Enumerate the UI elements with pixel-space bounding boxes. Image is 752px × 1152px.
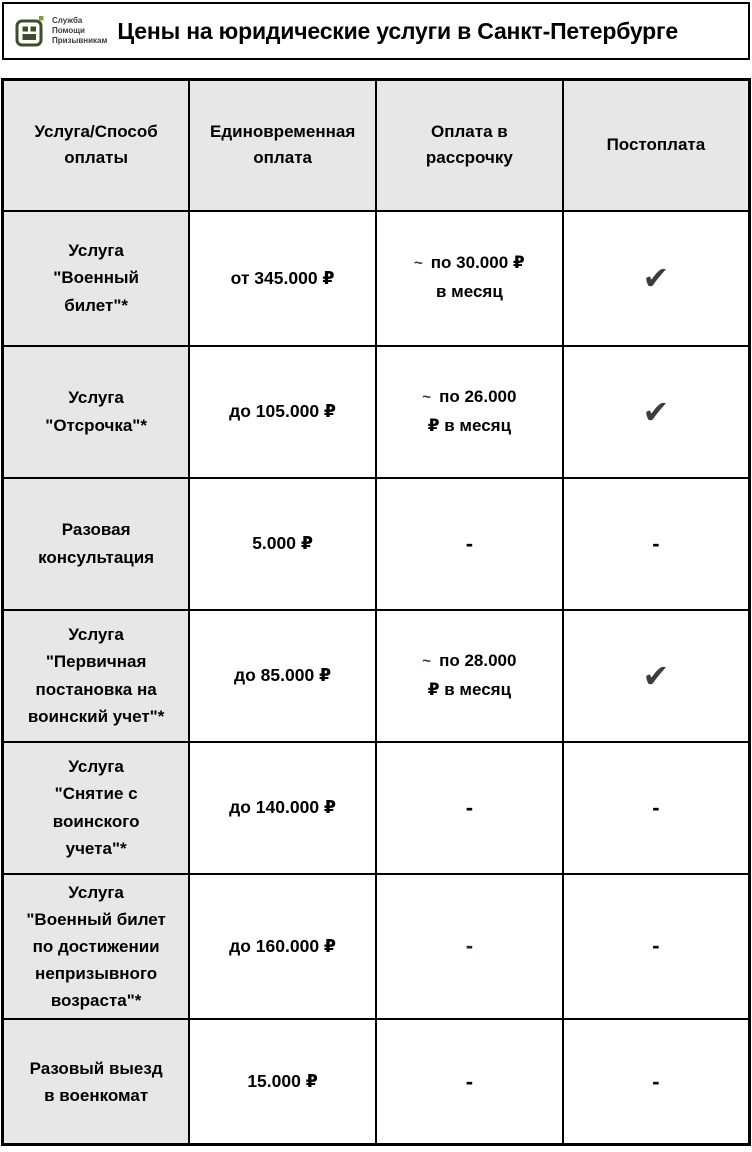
draft-help-service-logo-icon — [14, 14, 46, 48]
one-time-price-cell: 5.000 ₽ — [189, 478, 376, 610]
installment-cell — [376, 1019, 563, 1144]
no-option-dash: - — [652, 933, 660, 959]
installment-amount: по 26.000 — [439, 386, 517, 406]
service-name-cell: Услуга "Первичная постановка на воинский учет"* — [3, 610, 190, 742]
service-name-cell: Услуга "Военный билет"* — [3, 211, 190, 346]
service-name-cell: Разовая консультация — [3, 478, 190, 610]
one-time-price-cell: до 85.000 ₽ — [189, 610, 376, 742]
postpay-cell — [563, 1019, 750, 1144]
installment-period: ₽ в месяц — [427, 679, 512, 699]
postpay-cell — [563, 874, 750, 1020]
table-row — [3, 211, 750, 346]
postpay-cell — [563, 610, 750, 742]
table-row — [3, 1019, 750, 1144]
column-header-service: Услуга/Способ оплаты — [3, 80, 190, 211]
one-time-price-cell: до 160.000 ₽ — [189, 874, 376, 1020]
service-name-cell: Разовый выезд в военкомат — [3, 1019, 190, 1144]
no-option-dash: - — [465, 530, 474, 556]
table-header-row — [3, 80, 750, 211]
no-option-dash: - — [465, 794, 474, 820]
installment-cell — [376, 478, 563, 610]
approx-tilde: ~ — [422, 652, 432, 670]
table-row — [3, 478, 750, 610]
company-logo — [14, 14, 107, 48]
check-icon: ✔ — [642, 260, 670, 296]
prices-table — [1, 78, 751, 1146]
table-row — [3, 346, 750, 478]
logo-caption: Служба Помощи Призывникам — [52, 16, 108, 45]
installment-cell — [376, 742, 563, 874]
no-option-dash: - — [652, 794, 660, 820]
service-name-cell: Услуга "Военный билет по достижении непризывного возраста"* — [3, 874, 190, 1020]
installment-cell — [376, 346, 563, 478]
postpay-cell — [563, 211, 750, 346]
one-time-price-cell: 15.000 ₽ — [189, 1019, 376, 1144]
table-row — [3, 874, 750, 1020]
postpay-cell — [563, 742, 750, 874]
installment-cell — [376, 211, 563, 346]
page-title: Цены на юридические услуги в Санкт-Петербурге — [117, 17, 679, 44]
approx-tilde: ~ — [422, 388, 432, 406]
check-icon: ✔ — [642, 657, 670, 694]
no-option-dash: - — [465, 1068, 474, 1094]
service-name-cell: Услуга "Снятие с воинского учета"* — [3, 742, 190, 874]
check-icon: ✔ — [642, 393, 670, 430]
installment-period: ₽ в месяц — [427, 415, 512, 435]
column-header-postpay: Постоплата — [563, 80, 750, 211]
column-header-one-time: Единовременная оплата — [189, 80, 376, 211]
installment-period: в месяц — [435, 282, 503, 301]
no-option-dash: - — [652, 1068, 660, 1094]
postpay-cell — [563, 346, 750, 478]
no-option-dash: - — [652, 530, 660, 556]
one-time-price-cell: до 105.000 ₽ — [189, 346, 376, 478]
approx-tilde: ~ — [414, 255, 423, 273]
one-time-price-cell: до 140.000 ₽ — [189, 742, 376, 874]
table-row — [3, 742, 750, 874]
table-row — [3, 610, 750, 742]
column-header-installment: Оплата в рассрочку — [376, 80, 563, 211]
page-header — [2, 2, 750, 60]
one-time-price-cell: от 345.000 ₽ — [189, 211, 376, 346]
service-name-cell: Услуга "Отсрочка"* — [3, 346, 190, 478]
postpay-cell — [563, 478, 750, 610]
no-option-dash: - — [465, 933, 474, 959]
installment-amount: по 30.000 ₽ — [430, 253, 525, 273]
installment-cell — [376, 610, 563, 742]
installment-amount: по 28.000 — [439, 650, 517, 670]
installment-cell — [376, 874, 563, 1020]
